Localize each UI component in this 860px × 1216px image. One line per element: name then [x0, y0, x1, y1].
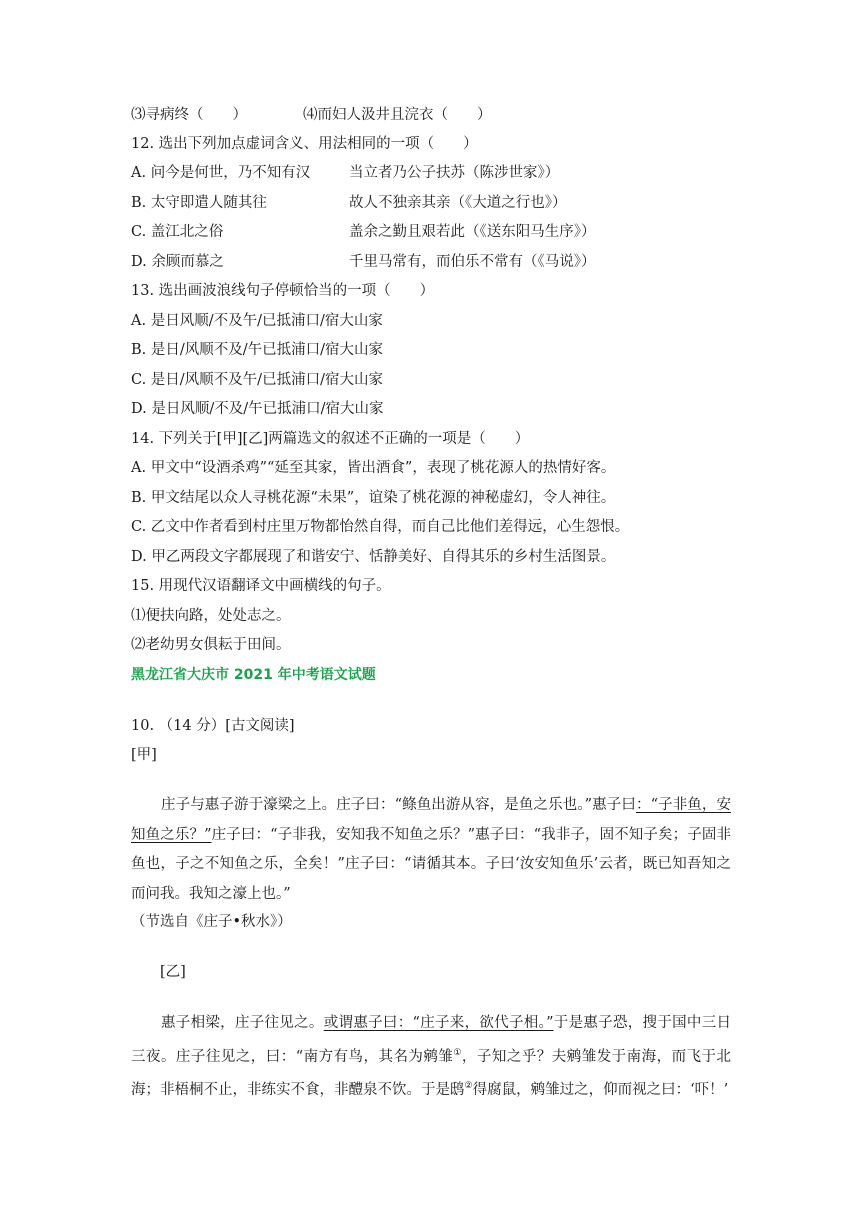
- q14-option-d: D. 甲乙两段文字都展现了和谐安宁、恬静美好、自得其乐的乡村生活图景。: [131, 549, 616, 565]
- yi-label: [乙]: [160, 964, 186, 980]
- q12-option-d-right: 千里马常有，而伯乐不常有（《马说》）: [349, 254, 596, 270]
- q14-option-b: B. 甲文结尾以众人寻桃花源“未果”，谊染了桃花源的神秘虚幻，令人神往。: [131, 490, 616, 506]
- yi-text-2: 于是惠子恐，搜于国中三日三夜。庄子往见之，曰：“南方有鸟，其名为鹓雏: [131, 1015, 732, 1065]
- q12-option-b-left: B. 太守即遣人随其往: [131, 195, 267, 211]
- q15-stem: 15. 用现代汉语翻译文中画横线的句子。: [131, 578, 391, 594]
- q12-option-c-left: C. 盖江北之俗: [131, 224, 224, 240]
- q11-item3-text: ⑶寻病终（ ）: [131, 107, 247, 123]
- yi-underlined-sentence: 或谓惠子曰：“庄子来，欲代子相。”: [323, 1015, 554, 1031]
- yi-passage: [131, 1009, 731, 1105]
- q13-option-d: D. 是日风顺/不及/午已抵浦口/宿大山家: [131, 401, 384, 417]
- q12-option-a-right: 当立者乃公子扶苏（陈涉世家》）: [349, 165, 560, 181]
- q14-option-a: A. 甲文中“设酒杀鸡”“延至其家，皆出酒食”，表现了桃花源人的热情好客。: [131, 460, 616, 476]
- q12-option-a-left: A. 问今是何世，乃不知有汉: [131, 165, 311, 181]
- q12-stem: 12. 选出下列加点虚词含义、用法相同的一项（ ）: [131, 136, 478, 152]
- q11-item4: [303, 105, 492, 125]
- q13-stem: 13. 选出画波浪线句子停顿恰当的一项（ ）: [131, 283, 435, 299]
- q13-option-c: C. 是日/风顺不及午/已抵浦口/宿大山家: [131, 372, 383, 388]
- q15-item-2: ⑵老幼男女俱耘于田间。: [131, 637, 291, 653]
- q14-option-c: C. 乙文中作者看到村庄里万物都怡然自得，而自己比他们差得远，心生怨恨。: [131, 519, 630, 535]
- q13-option-b: B. 是日/风顺不及/午已抵浦口/宿大山家: [131, 342, 384, 358]
- q12-option-c-right: 盖余之勤且艰若此（《送东阳马生序》）: [349, 224, 596, 240]
- yi-text-3: ，子知之乎？夫鹓雏发于南海，而飞于北海；非梧桐不止，非练实不食，非醴泉不饮。于是鸱: [131, 1048, 731, 1098]
- q12-option-d-left: D. 余顾而慕之: [131, 254, 224, 270]
- jia-text-1: 庄子与惠子游于濠梁之上。庄子曰：“鲦鱼出游从容，是鱼之乐也。”惠子曰: [161, 797, 636, 813]
- yi-text-4: 得腐鼠，鹓雏过之，仰而视之曰：‘吓！’: [472, 1081, 729, 1098]
- jia-passage: [131, 791, 731, 909]
- footnote-marker-2: ②: [464, 1080, 473, 1091]
- q11-item3: [131, 105, 247, 125]
- yi-text-1: 惠子相梁，庄子往见之。: [161, 1015, 324, 1031]
- q11-item4-text: ⑷而妇人汲井且浣衣（ ）: [303, 107, 492, 123]
- q14-stem: 14. 下列关于[甲][乙]两篇选文的叙述不正确的一项是（ ）: [131, 431, 530, 447]
- jia-text-2: 庄子曰：“子非我，安知我不知鱼之乐？”惠子曰：“我非子，固不知子矣；子固非鱼也，子之不知鱼之乐，全矣！”庄子曰：“请循其本。子曰‘汝安知鱼乐’云者，既已知吾知之而问我。我知之濠上也。”: [131, 826, 731, 902]
- q12-option-b-right: 故人不独亲其亲（《大道之行也》）: [349, 195, 567, 211]
- jia-label: [甲]: [131, 747, 157, 763]
- q13-option-a: A. 是日风顺/不及午/已抵浦口/宿大山家: [131, 313, 383, 329]
- q15-item-1: ⑴便扶向路，处处志之。: [131, 608, 291, 624]
- footnote-marker-1: ①: [453, 1047, 462, 1058]
- jia-source: （节选自《庄子•秋水》）: [131, 914, 292, 930]
- q10-heading: 10. （14 分）[古文阅读]: [131, 718, 295, 734]
- jia-underlined-sentence: ：“子非鱼，安知鱼之乐？”: [131, 797, 731, 843]
- section-title: 黑龙江省大庆市 2021 年中考语文试题: [131, 667, 376, 683]
